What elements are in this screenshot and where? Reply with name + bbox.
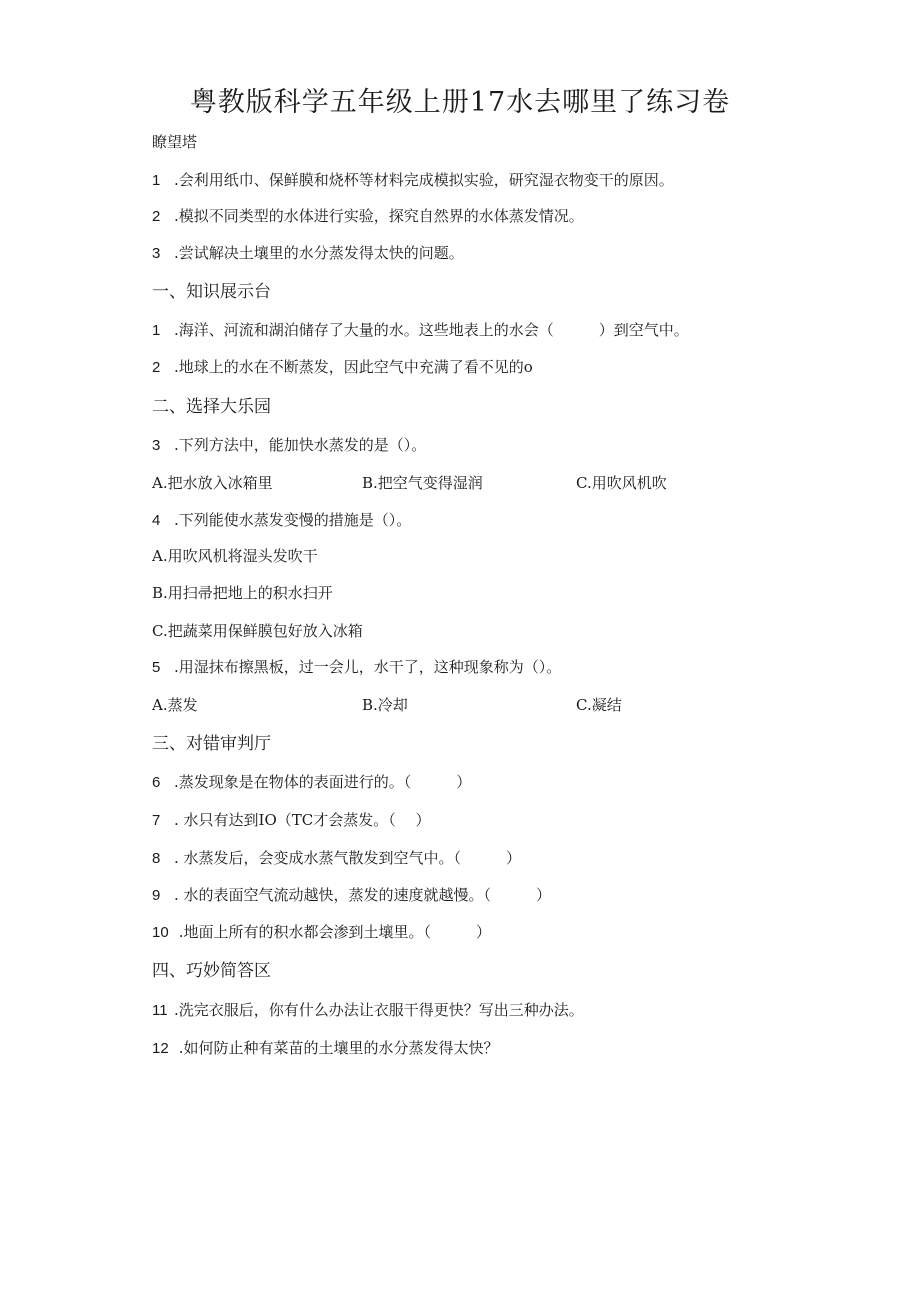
option-b: B.冷却 (362, 696, 408, 714)
question-text: .下列能使水蒸发变慢的措施是（）。 (174, 511, 412, 529)
question-text: .下列方法中，能加快水蒸发的是（）。 (174, 436, 427, 454)
section-heading-true-false: 三、对错审判厅 (152, 734, 271, 754)
objective-item (152, 243, 464, 264)
question-number: 12 (152, 1040, 169, 1057)
objective-item (152, 206, 584, 227)
section-heading-short-answer: 四、巧妙简答区 (152, 961, 271, 981)
question-item (152, 772, 471, 793)
question-text: . 水的表面空气流动越快，蒸发的速度就越慢。（ ） (174, 886, 552, 904)
question-item (152, 922, 491, 943)
question-number: 9 (152, 887, 161, 904)
question-text: . 水只有达到IO（TC才会蒸发。（ ） (174, 811, 431, 829)
question-item (152, 810, 431, 831)
question-number: 7 (152, 812, 161, 829)
option-c: C.凝结 (576, 696, 622, 714)
question-number: 4 (152, 512, 161, 529)
question-number: 2 (152, 359, 161, 376)
page-title: 粤教版科学五年级上册17水去哪里了练习卷 (189, 87, 731, 118)
question-item (152, 435, 426, 456)
option-a: A.用吹风机将湿头发吹干 (152, 547, 318, 565)
question-text: .海洋、河流和湖泊储存了大量的水。这些地表上的水会（ ）到空气中。 (174, 321, 689, 339)
question-item (152, 1038, 499, 1059)
section-heading-choice: 二、选择大乐园 (152, 397, 271, 417)
section-heading-knowledge: 一、知识展示台 (152, 282, 271, 302)
option-c: C.用吹风机吹 (576, 474, 667, 492)
question-text: . 水蒸发后，会变成水蒸气散发到空气中。（ ） (174, 849, 522, 867)
item-text: .会利用纸巾、保鲜膜和烧杯等材料完成模拟实验，研究湿衣物变干的原因。 (174, 171, 674, 189)
option-c: C.把蔬菜用保鲜膜包好放入冰箱 (152, 622, 363, 640)
question-number: 11 (152, 1002, 168, 1019)
question-text: .如何防止种有菜苗的土壤里的水分蒸发得太快？ (174, 1039, 499, 1057)
question-number: 8 (152, 850, 161, 867)
item-number: 1 (152, 172, 161, 189)
question-item (152, 1000, 584, 1021)
option-b: B.把空气变得湿润 (362, 474, 483, 492)
question-number: 3 (152, 437, 161, 454)
question-number: 1 (152, 322, 161, 339)
option-a: A.蒸发 (152, 696, 198, 714)
question-text: .蒸发现象是在物体的表面进行的。（ ） (174, 773, 472, 791)
question-item (152, 848, 521, 869)
item-text: .模拟不同类型的水体进行实验，探究自然界的水体蒸发情况。 (174, 207, 584, 225)
item-number: 3 (152, 245, 161, 262)
question-item (152, 510, 411, 531)
question-item (152, 657, 561, 678)
item-text: .尝试解决土壤里的水分蒸发得太快的问题。 (174, 244, 464, 262)
question-item (152, 320, 689, 341)
lookout-heading: 瞭望塔 (152, 133, 198, 151)
question-number: 5 (152, 659, 161, 676)
objective-item (152, 170, 674, 191)
option-a: A.把水放入冰箱里 (152, 474, 273, 492)
question-number: 10 (152, 924, 169, 941)
option-b: B.用扫帚把地上的积水扫开 (152, 584, 333, 602)
question-number: 6 (152, 774, 161, 791)
question-text: .洗完衣服后，你有什么办法让衣服干得更快？写出三种办法。 (174, 1001, 584, 1019)
question-text: .地面上所有的积水都会渗到土壤里。（ ） (174, 923, 492, 941)
question-text: .用湿抹布擦黑板，过一会儿，水干了，这种现象称为（）。 (174, 658, 562, 676)
question-text: .地球上的水在不断蒸发，因此空气中充满了看不见的o (174, 358, 533, 376)
question-item (152, 885, 551, 906)
item-number: 2 (152, 208, 161, 225)
question-item (152, 357, 533, 378)
